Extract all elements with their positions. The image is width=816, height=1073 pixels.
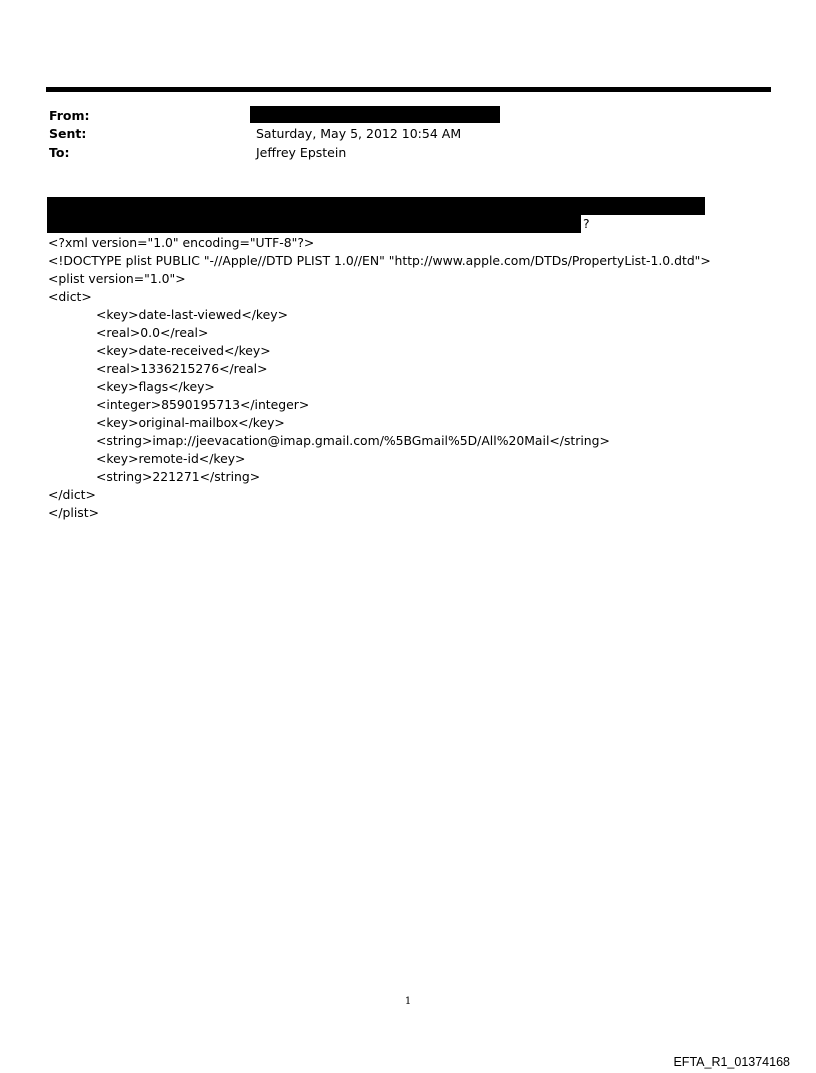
body-line: <real>1336215276</real> bbox=[96, 361, 268, 376]
body-line: </plist> bbox=[48, 505, 100, 520]
body-line: <?xml version="1.0" encoding="UTF-8"?> bbox=[48, 235, 315, 250]
sent-value: Saturday, May 5, 2012 10:54 AM bbox=[256, 126, 462, 141]
from-label: From: bbox=[49, 108, 90, 123]
body-line: <key>date-last-viewed</key> bbox=[96, 307, 288, 322]
body-line: <key>date-received</key> bbox=[96, 343, 271, 358]
document-id: EFTA_R1_01374168 bbox=[673, 1055, 790, 1069]
body-line: <dict> bbox=[48, 289, 92, 304]
body-line: <key>original-mailbox</key> bbox=[96, 415, 285, 430]
body-line: <key>flags</key> bbox=[96, 379, 215, 394]
from-redaction bbox=[250, 106, 500, 123]
body-line: <key>remote-id</key> bbox=[96, 451, 246, 466]
body-line: </dict> bbox=[48, 487, 96, 502]
sent-label: Sent: bbox=[49, 126, 87, 141]
body-line: <plist version="1.0"> bbox=[48, 271, 186, 286]
subject-redaction-line-1 bbox=[47, 197, 705, 215]
body-line: <real>0.0</real> bbox=[96, 325, 209, 340]
body-line: <string>221271</string> bbox=[96, 469, 261, 484]
subject-redaction-line-2 bbox=[47, 215, 581, 233]
header-rule bbox=[46, 87, 771, 92]
body-line: <integer>8590195713</integer> bbox=[96, 397, 310, 412]
body-line: <string>imap://jeevacation@imap.gmail.com/%5BGmail%5D/All%20Mail</string> bbox=[96, 433, 610, 448]
subject-trailing-char: ? bbox=[583, 216, 590, 231]
body-line: <!DOCTYPE plist PUBLIC "-//Apple//DTD PLIST 1.0//EN" "http://www.apple.com/DTDs/PropertyList-1.0.dtd"> bbox=[48, 253, 711, 268]
to-value: Jeffrey Epstein bbox=[256, 145, 347, 160]
page-number: 1 bbox=[404, 996, 412, 1007]
to-label: To: bbox=[49, 145, 70, 160]
